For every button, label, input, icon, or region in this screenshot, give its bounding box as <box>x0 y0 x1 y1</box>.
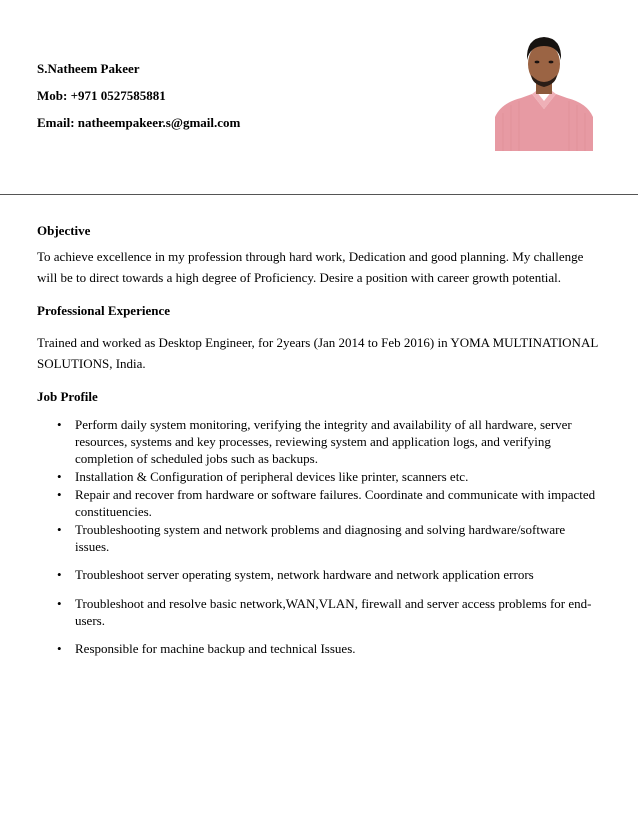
list-item-text: Repair and recover from hardware or software failures. Coordinate and communicate with impacted constituencies. <box>75 487 596 519</box>
email: Email: natheempakeer.s@gmail.com <box>37 115 241 130</box>
list-item <box>37 468 602 485</box>
name: S.Natheem Pakeer <box>37 61 140 76</box>
list-item-text: Troubleshoot and resolve basic network,WAN,VLAN, firewall and server access problems for end-users. <box>75 596 592 628</box>
objective-heading: Objective <box>37 223 91 238</box>
list-item <box>37 486 602 520</box>
profile-photo-image <box>495 33 593 151</box>
list-item <box>37 566 602 583</box>
bullet-icon: • <box>57 522 62 537</box>
experience-heading: Professional Experience <box>37 303 170 318</box>
list-item-text: Installation & Configuration of peripheral devices like printer, scanners etc. <box>75 469 469 484</box>
objective-text: To achieve excellence in my profession through hard work, Dedication and good planning. My challenge will be to direct towards a high degree of Proficiency. Desire a position with career growth potential. <box>37 249 584 285</box>
bullet-icon: • <box>57 567 62 582</box>
bullet-icon: • <box>57 417 62 432</box>
bullet-icon: • <box>57 469 62 484</box>
header-divider <box>0 194 638 195</box>
list-item-text: Troubleshoot server operating system, network hardware and network application errors <box>75 567 534 582</box>
list-item <box>37 640 602 657</box>
job-profile-heading: Job Profile <box>37 389 98 404</box>
bullet-icon: • <box>57 596 62 611</box>
experience-text: Trained and worked as Desktop Engineer, for 2years (Jan 2014 to Feb 2016) in YOMA MULTINATIONAL SOLUTIONS, India. <box>37 335 598 371</box>
job-profile-list <box>37 416 602 657</box>
bullet-icon: • <box>57 487 62 502</box>
list-item-text: Troubleshooting system and network problems and diagnosing and solving hardware/software issues. <box>75 522 566 554</box>
list-item <box>37 595 602 629</box>
list-item <box>37 521 602 555</box>
bullet-icon: • <box>57 641 62 656</box>
profile-photo <box>495 33 593 151</box>
list-item-text: Responsible for machine backup and technical Issues. <box>75 641 356 656</box>
mobile: Mob: +971 0527585881 <box>37 88 166 103</box>
list-item <box>37 416 602 467</box>
list-item-text: Perform daily system monitoring, verifying the integrity and availability of all hardware, server resources, systems and key processes, reviewing system and application logs, and verifying completion of scheduled jobs such as backups. <box>75 417 572 466</box>
